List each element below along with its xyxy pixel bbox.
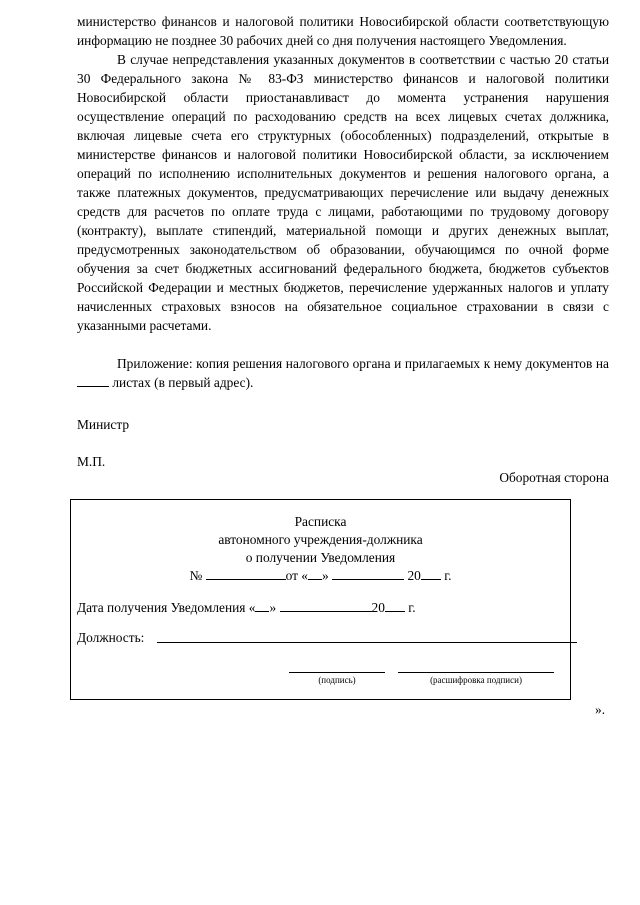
- sheets-count-blank[interactable]: [77, 374, 109, 387]
- receipt-number-line: № от « » 20 г.: [189, 568, 452, 583]
- document-body: [77, 12, 609, 392]
- signature-decoding-line[interactable]: [398, 672, 554, 673]
- paragraph-attachment: Приложение: копия решения налогового органа и прилагаемых к нему документов на листах (в первый адрес).: [77, 354, 609, 392]
- reverse-side-label: Оборотная сторона: [499, 470, 609, 485]
- signature-line[interactable]: [289, 672, 385, 673]
- signature-caption: (подпись): [318, 675, 356, 685]
- receipt-day-blank[interactable]: [308, 567, 322, 580]
- closing-quote: ».: [595, 702, 606, 717]
- paragraph-deadline: министерство финансов и налоговой политики Новосибирской области соответствующую информацию не позднее 30 рабочих дней со дня получения настоящего Уведомления.: [77, 14, 609, 48]
- receipt-subtitle: автономного учреждения-должника: [218, 532, 423, 547]
- paragraph-suspension: В случае непредставления указанных документов в соответствии с частью 20 статьи 30 Федерального закона № 83-ФЗ министерство финансов и налоговой политики Новосибирской области приостанавливаст до момента устранения нарушения осуществление операций по расходованию средств на всех лицевых счетах должника, включая лицевые счета его структурных (обособленных) подразделений, открытые в министерстве финансов и налоговой политики Новосибирской области, за исключением операций по исполнению исполнительных документов и решения налогового органа, а также платежных документов, предусматривающих перечисление или выдачу денежных средств для расчетов по оплате труда с лицами, работающими по трудовому договору (контракту), выплате стипендий, материальной помощи и других денежных выплат, предусмотренных законодательством об образовании, обучающимся по очной форме обучения за счет бюджетных ассигнований федерального бюджета, бюджетов субъектов Российской Федерации и местных бюджетов, перечисление удержанных налогов и уплату начисленных страховых взносов на обязательное социальное страховании в связи с указанными расчетами.: [77, 52, 609, 333]
- receipt-date-line: Дата получения Уведомления « » 20 г.: [77, 600, 416, 615]
- receipt-date-month-blank[interactable]: [280, 599, 372, 612]
- receipt-date-day-blank[interactable]: [255, 599, 269, 612]
- receipt-date-year-blank[interactable]: [385, 599, 405, 612]
- receipt-box: [70, 499, 571, 700]
- minister-label: Министр: [77, 417, 130, 432]
- position-line[interactable]: [157, 642, 577, 643]
- receipt-title: Расписка: [294, 514, 347, 529]
- receipt-year-blank[interactable]: [421, 567, 441, 580]
- receipt-position-label: Должность:: [77, 630, 145, 645]
- signature-decoding-caption: (расшифровка подписи): [430, 675, 522, 685]
- receipt-subject: о получении Уведомления: [245, 550, 396, 565]
- stamp-label: М.П.: [77, 454, 106, 469]
- receipt-number-blank[interactable]: [206, 567, 286, 580]
- receipt-month-blank[interactable]: [332, 567, 404, 580]
